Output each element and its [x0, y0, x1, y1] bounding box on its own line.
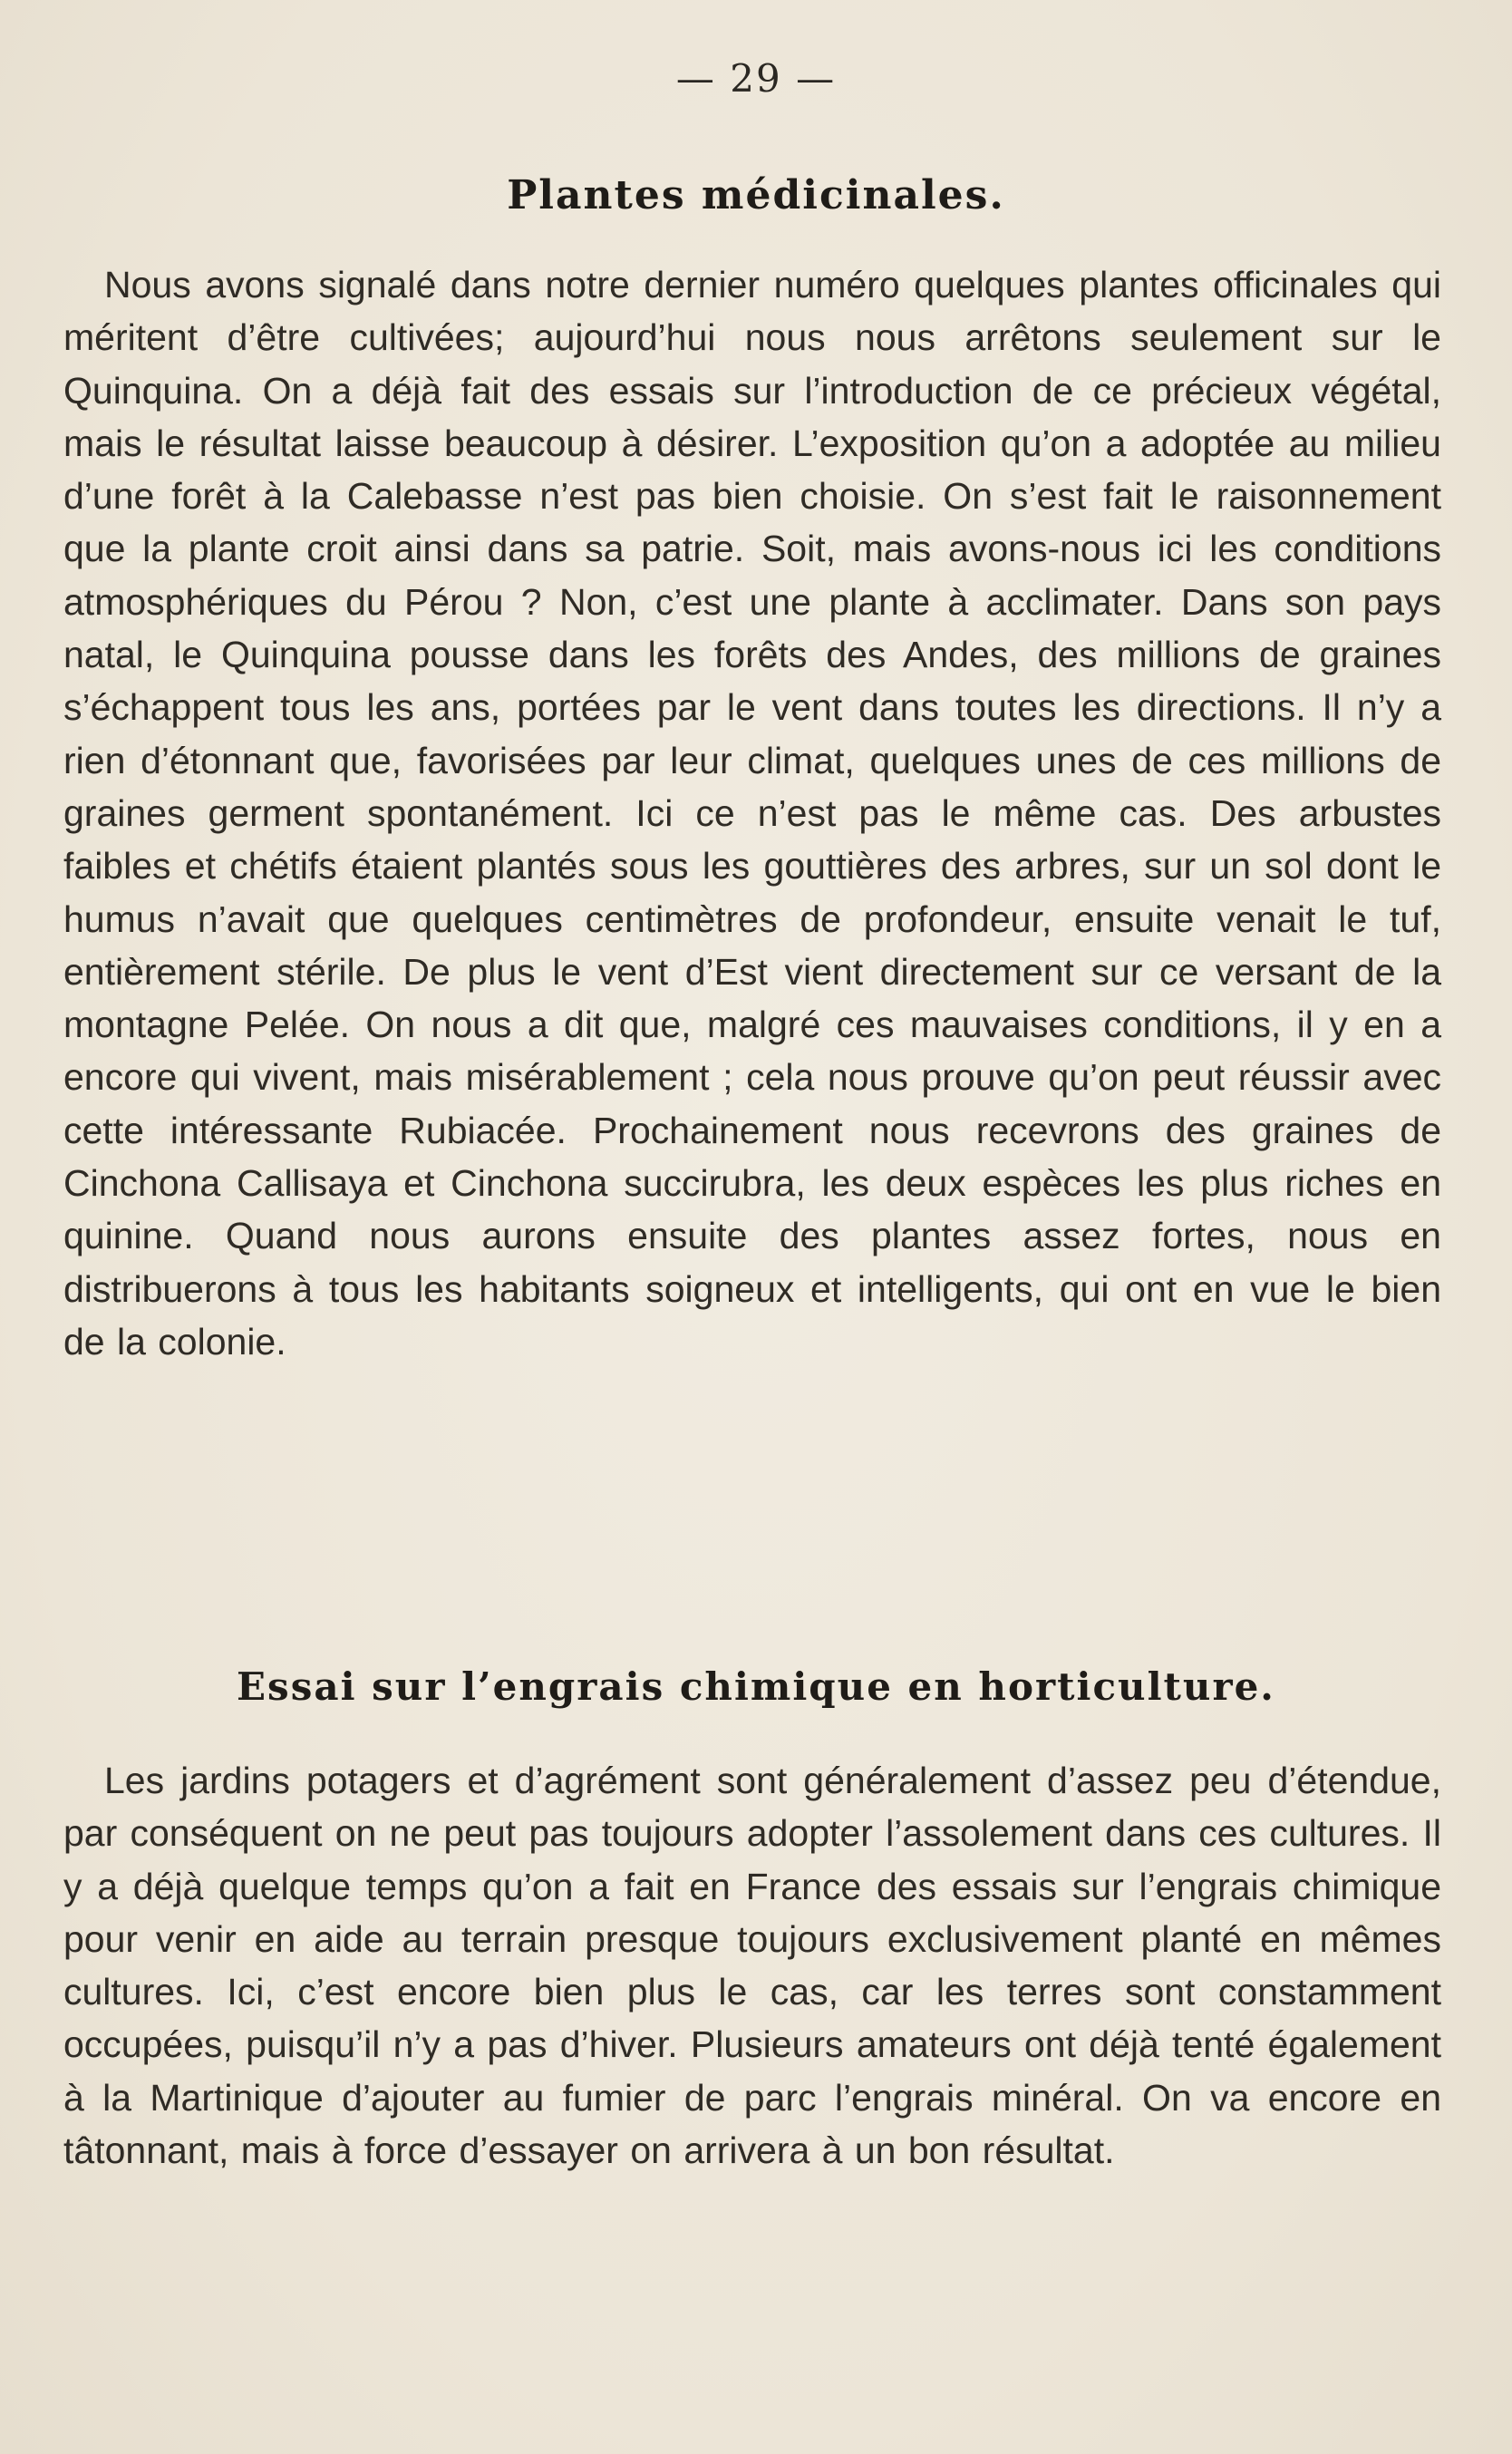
- section-body-medicinal-plants: Nous avons signalé dans notre dernier numéro quelques plantes officinales qui méritent d’être cultivées; aujourd’hui nous nous arrêtons seulement sur le Quinquina. On a déjà fait des essais sur l’introduction de ce précieux végétal, mais le résultat laisse beaucoup à désirer. L’exposition qu’on a adoptée au milieu d’une forêt à la Calebasse n’est pas bien choisie. On s’est fait le raisonnement que la plante croit ainsi dans sa patrie. Soit, mais avons-nous ici les conditions atmosphériques du Pérou ? Non, c’est une plante à acclimater. Dans son pays natal, le Quinquina pousse dans les forêts des Andes, des millions de graines s’échappent tous les ans, portées par le vent dans toutes les directions. Il n’y a rien d’étonnant que, favorisées par leur climat, quelques unes de ces millions de graines germent spontanément. Ici ce n’est pas le même cas. Des arbustes faibles et chétifs étaient plantés sous les gouttières des arbres, sur un sol dont le humus n’avait que quelques centimètres de profondeur, ensuite venait le tuf, entièrement stérile. De plus le vent d’Est vient directement sur ce versant de la montagne Pelée. On nous a dit que, malgré ces mauvaises conditions, il y en a encore qui vivent, mais misérablement ; cela nous prouve qu’on peut réussir avec cette intéressante Rubiacée. Prochainement nous recevrons des graines de Cinchona Callisaya et Cinchona succirubra, les deux espèces les plus riches en quinine. Quand nous aurons ensuite des plantes assez fortes, nous en distribuerons à tous les habitants soigneux et intelligents, qui ont en vue le bien de la colonie.: [63, 264, 1441, 1363]
- section-heading-chemical-fertilizer: Essai sur l’engrais chimique en horticulture.: [237, 1664, 1275, 1709]
- section-heading-medicinal-plants: Plantes médicinales.: [507, 172, 1005, 218]
- section-body-chemical-fertilizer: Les jardins potagers et d’agrément sont généralement d’assez peu d’étendue, par conséquent on ne peut pas toujours adopter l’assolement dans ces cultures. Il y a déjà quelque temps qu’on a fait en France des essais sur l’engrais chimique pour venir en aide au terrain presque toujours exclusivement planté en mêmes cultures. Ici, c’est encore bien plus le cas, car les terres sont constamment occupées, puisqu’il n’y a pas d’hiver. Plusieurs amateurs ont déjà tenté également à la Martinique d’ajouter au fumier de parc l’engrais minéral. On va encore en tâtonnant, mais à force d’essayer on arrivera à un bon résultat.: [63, 1760, 1441, 2172]
- page-number: — 29 —: [675, 56, 837, 101]
